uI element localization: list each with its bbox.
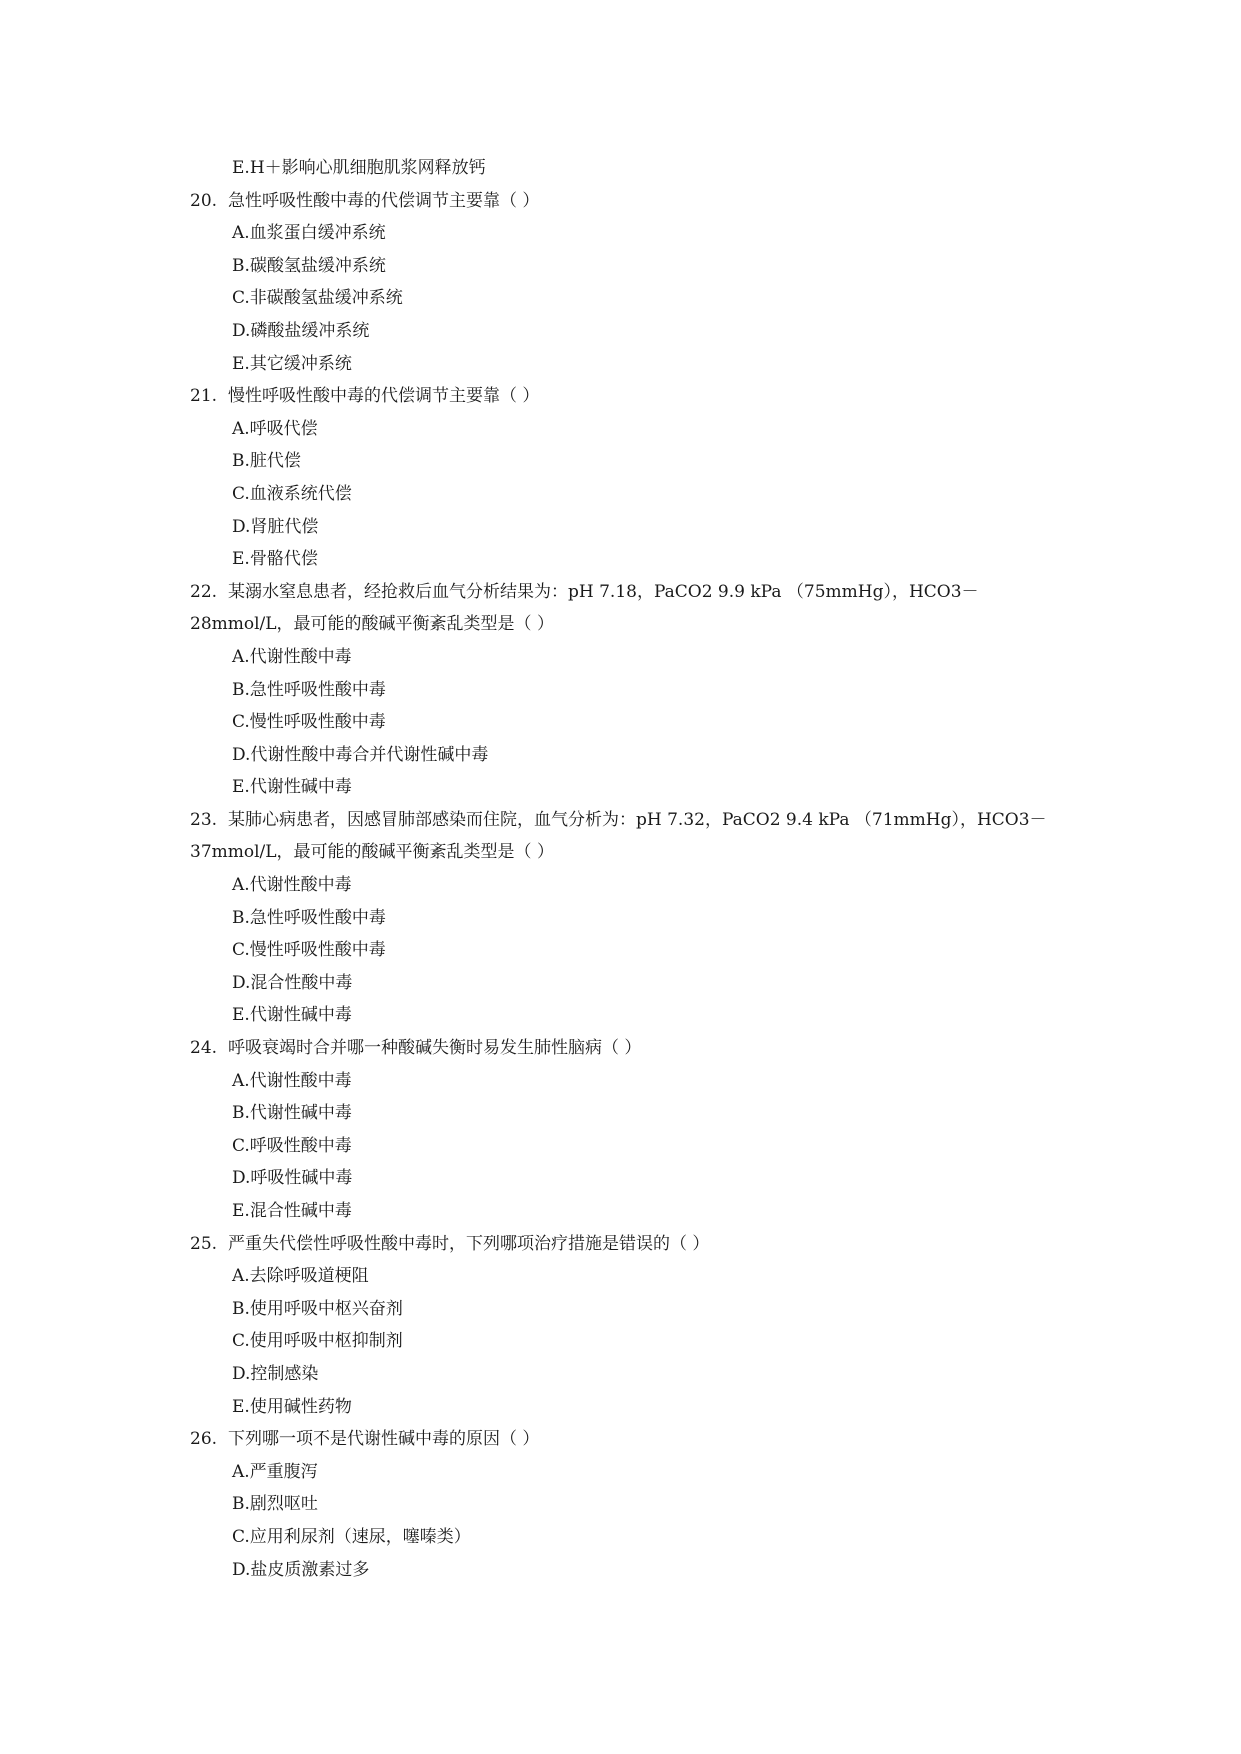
question-number: 25. bbox=[190, 1233, 218, 1254]
option-item: A.严重腹泻 bbox=[232, 1461, 318, 1482]
question-number: 26. bbox=[190, 1429, 218, 1450]
option-item: A.血浆蛋白缓冲系统 bbox=[232, 223, 386, 244]
option-item: C.慢性呼吸性酸中毒 bbox=[232, 940, 386, 961]
option-item: C.使用呼吸中枢抑制剂 bbox=[232, 1331, 403, 1352]
option-item: C.呼吸性酸中毒 bbox=[232, 1135, 352, 1156]
question-text-continuation: 37mmol/L，最可能的酸碱平衡紊乱类型是（ ） bbox=[190, 842, 554, 863]
option-item: B.使用呼吸中枢兴奋剂 bbox=[232, 1298, 403, 1319]
option-item: A.代谢性酸中毒 bbox=[232, 875, 352, 896]
option-item: A.呼吸代偿 bbox=[232, 418, 318, 439]
option-item: A.去除呼吸道梗阻 bbox=[232, 1266, 369, 1287]
question-text: 某溺水窒息患者，经抢救后血气分析结果为：pH 7.18，PaCO2 9.9 kPa （75mmHg），HCO3－ bbox=[228, 581, 979, 602]
option-item: D.肾脏代偿 bbox=[232, 516, 319, 537]
option-item: D.代谢性酸中毒合并代谢性碱中毒 bbox=[232, 744, 489, 765]
question-number: 20. bbox=[190, 190, 218, 211]
option-item: A.代谢性酸中毒 bbox=[232, 646, 352, 667]
question-number: 21. bbox=[190, 386, 218, 407]
question-stem bbox=[190, 1228, 1090, 1261]
question-stem bbox=[190, 185, 1090, 218]
question-stem bbox=[190, 804, 1090, 837]
option-item: E.代谢性碱中毒 bbox=[232, 777, 352, 798]
question-number: 23. bbox=[190, 809, 218, 830]
option-item: B.脏代偿 bbox=[232, 451, 301, 472]
option-item: C.应用利尿剂（速尿，噻嗪类） bbox=[232, 1526, 471, 1547]
option-item: C.非碳酸氢盐缓冲系统 bbox=[232, 288, 403, 309]
option-item: B.急性呼吸性酸中毒 bbox=[232, 907, 386, 928]
option-item: B.碳酸氢盐缓冲系统 bbox=[232, 255, 386, 276]
question-text: 严重失代偿性呼吸性酸中毒时，下列哪项治疗措施是错误的（ ） bbox=[228, 1233, 710, 1254]
question-text: 下列哪一项不是代谢性碱中毒的原因（ ） bbox=[228, 1429, 540, 1450]
question-stem bbox=[190, 380, 1090, 413]
option-item: E.其它缓冲系统 bbox=[232, 353, 352, 374]
option-item: E.混合性碱中毒 bbox=[232, 1201, 352, 1221]
option-item: C.慢性呼吸性酸中毒 bbox=[232, 712, 386, 733]
question-text: 慢性呼吸性酸中毒的代偿调节主要靠（ ） bbox=[228, 386, 540, 407]
question-text: 急性呼吸性酸中毒的代偿调节主要靠（ ） bbox=[228, 190, 540, 211]
question-text-continuation: 28mmol/L，最可能的酸碱平衡紊乱类型是（ ） bbox=[190, 614, 554, 635]
option-item: B.急性呼吸性酸中毒 bbox=[232, 679, 386, 700]
option-item: B.剧烈呕吐 bbox=[232, 1494, 318, 1515]
option-item: E.使用碱性药物 bbox=[232, 1396, 352, 1417]
option-item: E.代谢性碱中毒 bbox=[232, 1005, 352, 1026]
option-item: D.控制感染 bbox=[232, 1363, 319, 1384]
question-number: 22. bbox=[190, 581, 218, 602]
question-stem bbox=[190, 576, 1090, 609]
option-item: D.呼吸性碱中毒 bbox=[232, 1168, 353, 1189]
question-text: 某肺心病患者，因感冒肺部感染而住院，血气分析为：pH 7.32，PaCO2 9.4 kPa （71mmHg），HCO3－ bbox=[228, 809, 1047, 830]
question-stem bbox=[190, 1423, 1090, 1456]
option-item: A.代谢性酸中毒 bbox=[232, 1070, 352, 1091]
option-item: B.代谢性碱中毒 bbox=[232, 1103, 352, 1124]
option-item: D.混合性酸中毒 bbox=[232, 972, 353, 993]
question-stem bbox=[190, 1032, 1090, 1065]
option-item: D.磷酸盐缓冲系统 bbox=[232, 320, 370, 341]
option-item: E.骨骼代偿 bbox=[232, 549, 318, 570]
question-number: 24. bbox=[190, 1038, 218, 1059]
questions-container bbox=[190, 185, 1090, 1587]
question-text: 呼吸衰竭时合并哪一种酸碱失衡时易发生肺性脑病（ ） bbox=[228, 1038, 642, 1059]
option-item: C.血液系统代偿 bbox=[232, 483, 352, 504]
option-item: D.盐皮质激素过多 bbox=[232, 1559, 370, 1580]
question-list bbox=[190, 152, 1090, 1586]
option-item: E.H＋影响心肌细胞肌浆网释放钙 bbox=[232, 158, 486, 178]
